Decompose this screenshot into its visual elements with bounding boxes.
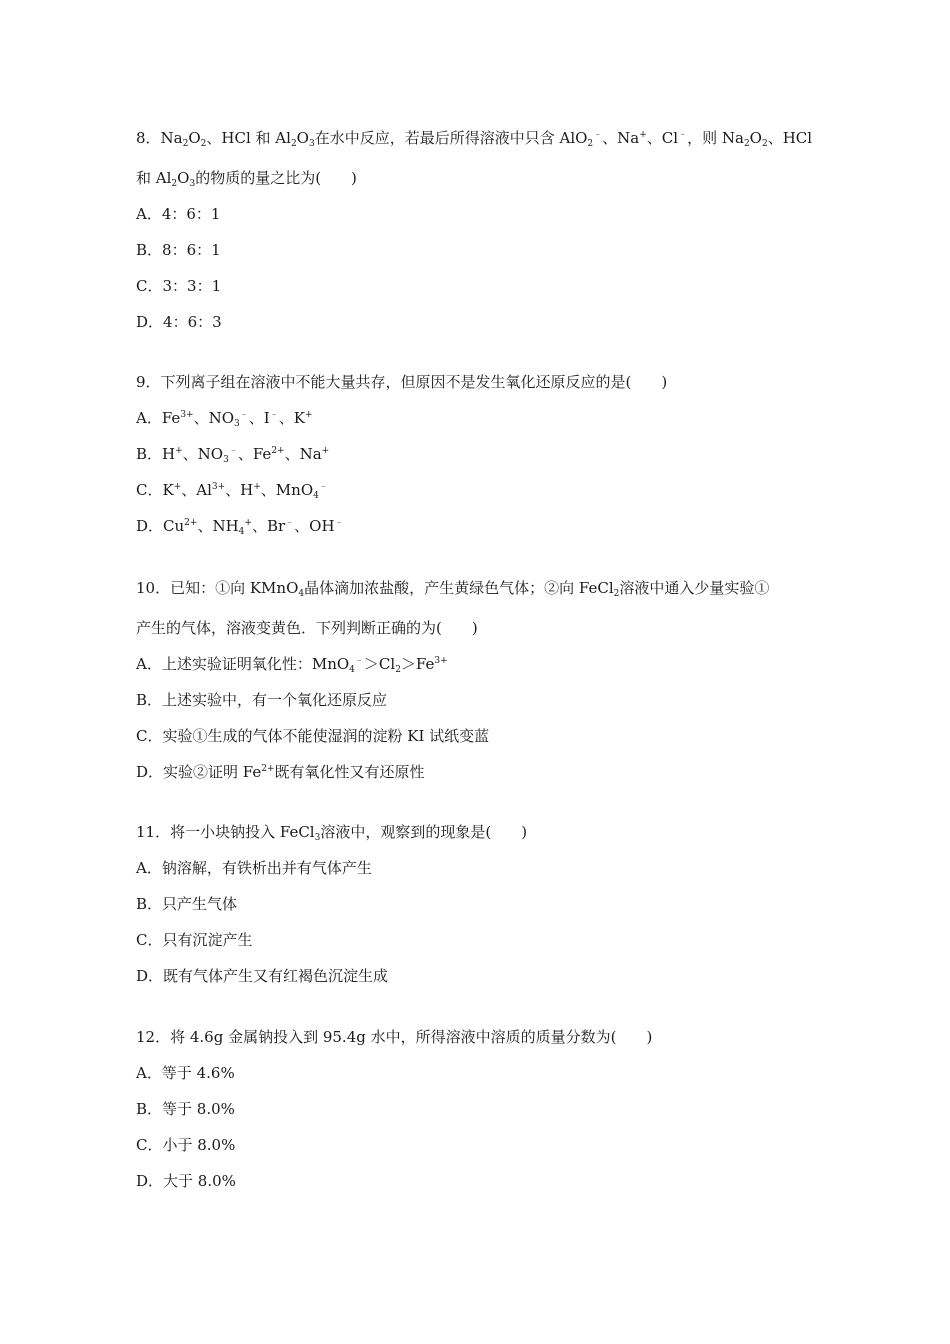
option-d xyxy=(136,312,222,332)
text-segment: C．3：3：1 xyxy=(136,277,222,295)
text-segment: 11．将一小块钠投入 FeCl xyxy=(136,823,315,841)
superscript: ﹣ xyxy=(228,446,238,456)
text-segment: 、Br xyxy=(251,517,286,535)
superscript: ﹣ xyxy=(285,518,295,528)
text-segment: ＞Cl xyxy=(363,655,396,673)
subscript: 4 xyxy=(313,491,319,501)
subscript: 2 xyxy=(587,139,594,149)
superscript: + xyxy=(639,130,647,140)
superscript: + xyxy=(173,482,182,492)
subscript: 2 xyxy=(613,589,620,599)
option-d xyxy=(136,762,425,782)
text-segment: 在水中反应，若最后所得溶液中只含 AlO xyxy=(314,129,588,147)
text-segment: 溶液中，观察到的现象是( ) xyxy=(320,823,528,841)
text-segment: 产生的气体，溶液变黄色．下列判断正确的为( ) xyxy=(136,619,478,637)
text-segment: 、OH xyxy=(294,517,335,535)
subscript: 3 xyxy=(234,419,240,429)
option-b xyxy=(136,444,329,464)
superscript: + xyxy=(304,410,313,420)
text-segment: ，则 Na xyxy=(687,129,744,147)
subscript: 2 xyxy=(171,179,178,189)
superscript: + xyxy=(253,482,261,492)
superscript: 2+ xyxy=(261,764,275,774)
subscript: 2 xyxy=(743,139,750,149)
superscript: + xyxy=(175,446,183,456)
text-segment: 9．下列离子组在溶液中不能大量共存，但原因不是发生氧化还原反应的是( ) xyxy=(136,373,668,391)
option-d xyxy=(136,516,344,536)
option-b xyxy=(136,1099,235,1119)
text-segment: 和 Al xyxy=(136,169,172,187)
text-segment: B．等于 8.0% xyxy=(136,1100,235,1118)
text-segment: 、I xyxy=(248,409,270,427)
text-segment: B．只产生气体 xyxy=(136,895,238,913)
subscript: 4 xyxy=(298,589,305,599)
superscript: ﹣ xyxy=(334,518,344,528)
text-segment: C．实验①生成的气体不能使湿润的淀粉 KI 试纸变蓝 xyxy=(136,727,490,745)
option-b xyxy=(136,894,237,914)
question-stem-line xyxy=(136,1027,652,1047)
subscript: 2 xyxy=(182,139,189,149)
option-b xyxy=(136,690,387,710)
text-segment: 12．将 4.6g 金属钠投入到 95.4g 水中，所得溶液中溶质的质量分数为( ) xyxy=(136,1028,653,1046)
superscript: ﹣ xyxy=(678,130,688,140)
text-segment: O xyxy=(749,129,762,147)
question-stem-line xyxy=(136,578,769,598)
option-a xyxy=(136,1063,235,1083)
text-segment: A．钠溶解，有铁析出并有气体产生 xyxy=(136,859,372,877)
text-segment: 、Na xyxy=(602,129,640,147)
text-segment: 、HCl xyxy=(767,129,813,147)
subscript: 3 xyxy=(223,455,229,465)
superscript: ﹣ xyxy=(269,410,279,420)
text-segment: D．实验②证明 Fe xyxy=(136,763,262,781)
subscript: 3 xyxy=(189,179,196,189)
question-stem-line xyxy=(136,128,812,148)
option-d xyxy=(136,966,388,986)
question-stem-line xyxy=(136,822,527,842)
subscript: 3 xyxy=(314,833,321,843)
text-segment: 、NO xyxy=(182,445,224,463)
text-segment: 10．已知：①向 KMnO xyxy=(136,579,299,597)
option-c xyxy=(136,276,221,296)
text-segment: A．等于 4.6% xyxy=(136,1064,235,1082)
subscript: 4 xyxy=(349,665,355,675)
subscript: 2 xyxy=(761,139,768,149)
superscript: ﹣ xyxy=(354,656,364,666)
text-segment: C．只有沉淀产生 xyxy=(136,931,253,949)
subscript: 3 xyxy=(308,139,315,149)
text-segment: 、MnO xyxy=(260,481,314,499)
text-segment: 、K xyxy=(278,409,305,427)
text-segment: 8．Na xyxy=(136,129,183,147)
superscript: 3+ xyxy=(211,482,226,492)
text-segment: B．8：6：1 xyxy=(136,241,221,259)
text-segment: 、HCl 和 Al xyxy=(206,129,291,147)
text-segment: A．Fe xyxy=(136,409,181,427)
text-segment: O xyxy=(296,129,309,147)
text-segment: 、NO xyxy=(193,409,235,427)
superscript: + xyxy=(321,446,330,456)
text-segment: O xyxy=(177,169,190,187)
option-c xyxy=(136,480,328,500)
option-c xyxy=(136,726,489,746)
subscript: 4 xyxy=(238,527,245,537)
subscript: 2 xyxy=(395,665,401,675)
option-a xyxy=(136,654,448,674)
text-segment: C．小于 8.0% xyxy=(136,1136,236,1154)
superscript: 2+ xyxy=(184,518,198,528)
superscript: ﹣ xyxy=(318,482,328,492)
text-segment: 溶液中通入少量实验① xyxy=(619,579,770,597)
text-segment: 既有氧化性又有还原性 xyxy=(274,763,425,781)
text-segment: 晶体滴加浓盐酸，产生黄绿色气体；②向 FeCl xyxy=(304,579,614,597)
text-segment: O xyxy=(188,129,201,147)
question-stem-line xyxy=(136,168,357,188)
text-segment: D．4：6：3 xyxy=(136,313,222,331)
text-segment: 、Fe xyxy=(237,445,272,463)
text-segment: C．K xyxy=(136,481,174,499)
text-segment: 、Cl xyxy=(646,129,679,147)
option-c xyxy=(136,1135,235,1155)
superscript: + xyxy=(244,518,252,528)
superscript: ﹣ xyxy=(239,410,249,420)
text-segment: A．4：6：1 xyxy=(136,205,221,223)
text-segment: 、Al xyxy=(181,481,212,499)
text-segment: 的物质的量之比为( ) xyxy=(195,169,357,187)
superscript: 2+ xyxy=(271,446,285,456)
question-stem-line xyxy=(136,372,667,392)
text-segment: ＞Fe xyxy=(400,655,435,673)
option-b xyxy=(136,240,221,260)
question-stem-line xyxy=(136,618,478,638)
option-d xyxy=(136,1171,236,1191)
text-segment: D．Cu xyxy=(136,517,185,535)
text-segment: 、NH xyxy=(197,517,239,535)
superscript: 3+ xyxy=(180,410,194,420)
text-segment: 、Na xyxy=(284,445,322,463)
superscript: 3+ xyxy=(434,656,448,666)
text-segment: 、H xyxy=(225,481,254,499)
option-a xyxy=(136,408,313,428)
text-segment: D．大于 8.0% xyxy=(136,1172,236,1190)
text-segment: D．既有气体产生又有红褐色沉淀生成 xyxy=(136,967,389,985)
option-a xyxy=(136,858,372,878)
subscript: 2 xyxy=(290,139,297,149)
subscript: 2 xyxy=(200,139,207,149)
text-segment: B．H xyxy=(136,445,176,463)
superscript: ﹣ xyxy=(593,130,603,140)
option-c xyxy=(136,930,252,950)
option-a xyxy=(136,204,220,224)
text-segment: B．上述实验中，有一个氧化还原反应 xyxy=(136,691,388,709)
text-segment: A．上述实验证明氧化性：MnO xyxy=(136,655,350,673)
